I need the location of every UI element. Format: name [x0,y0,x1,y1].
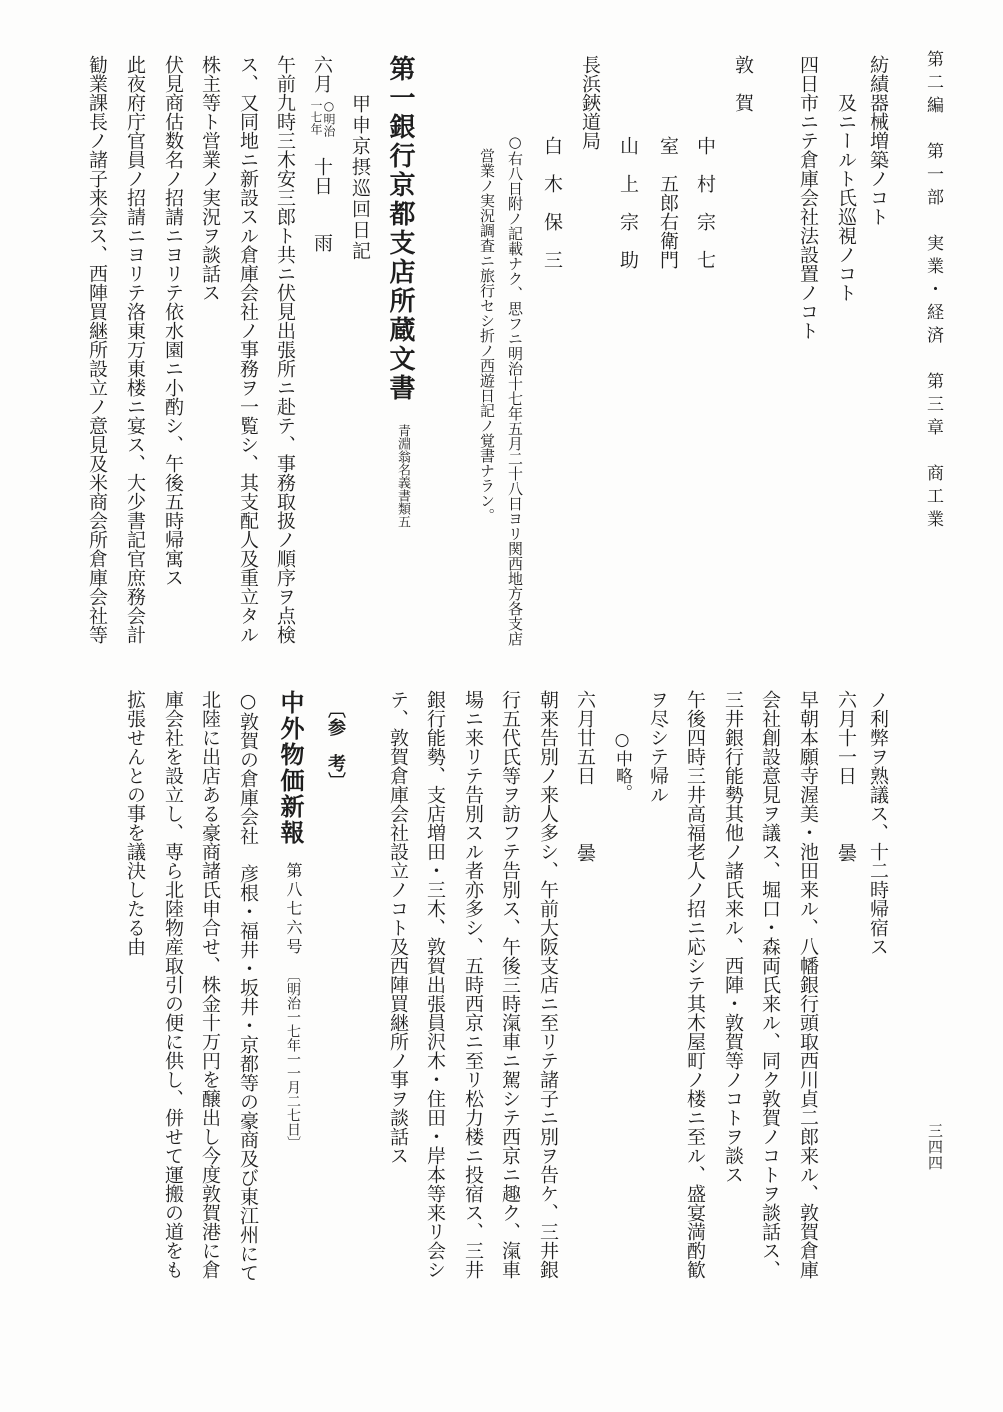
diary-weather: 雨 [311,233,333,252]
diary-text-line: 場ニ来リテ告別スル者亦多シ、五時西京ニ至リ松力楼ニ投宿ス、三井 [462,690,484,1279]
diary-text-line: ス、又同地ニ新設スル倉庫会社ノ事務ヲ一覧シ、其支配人及重立タル [237,55,259,644]
attendee-name: 中 村 宗 七 [694,136,716,269]
diary-text-line: ヲ尽シテ帰ル [647,690,669,804]
diary-text-line: 銀行能勢、支店増田・三木、敦賀出張員沢木・住田・岸本等来リ会シ [424,690,446,1279]
diary-text-line: 行五代氏等ヲ訪フテ告別ス、午後三時滊車ニ駕シテ西京ニ趣ク、滊車 [499,690,521,1279]
diary-text-line: 午後四時三井高福老人ノ招ニ応シテ其木屋町ノ楼ニ至ル、盛宴満酌歓 [684,690,706,1279]
diary-entry-date: 六月廿五日 [574,690,596,785]
diary-text-line: 会社創設意見ヲ議ス、堀口・森両氏来ル、同ク敦賀ノコトヲ談話ス、 [759,690,781,1279]
attendee-name: 白 木 保 三 [541,136,563,269]
newspaper-name: 中外物価新報 [276,690,305,846]
article-text-line: 庫会社を設立し、専ら北陸物産取引の便に供し、併せて運搬の道をも [162,690,184,1279]
diary-text-line: 株主等ト営業ノ実況ヲ談話ス [199,55,221,302]
date-annotation-line: 一七年 [309,99,323,135]
source-subtitle: 青淵翁名義書類五 [395,424,410,528]
article-text-line: 北陸に出店ある豪商諸氏申合せ、株金十万円を醸出し今度敦賀港に倉 [199,690,221,1279]
attendee-name: 室 五郎右衛門 [657,136,679,269]
omission-note: ○中略。 [612,730,632,801]
article-text-line: 拡張せんとの事を議決したる由 [124,690,146,956]
attendee-group-label: 長浜鋏道局 [579,55,601,150]
running-head: 第二編 第一部 実業・経済 第三章 商工業 [923,50,943,533]
attendee-name: 山 上 宗 助 [617,136,639,269]
agenda-item: 及ニールト氏巡視ノコト [835,93,857,302]
diary-weather: 曇 [574,843,596,862]
attendee-group-label: 敦 賀 [732,55,754,112]
diary-weather: 曇 [835,843,857,862]
editor-note-line: 営業ノ実況調査ニ旅行セシ折ノ西遊日記ノ覚書ナラン。 [478,148,496,523]
diary-text-line: 此夜府庁官員ノ招請ニヨリテ洛東万東楼ニ宴ス、大少書記官庶務会計 [124,55,146,644]
diary-text-line: 早朝本願寺渥美・池田来ル、八幡銀行頭取西川貞二郎来ル、敦賀倉庫 [797,690,819,1279]
diary-text-line: 午前九時三木安三郎ト共ニ伏見出張所ニ赴テ、事務取扱ノ順序ヲ点検 [274,55,296,644]
diary-text-line: 朝来告別ノ来人多シ、午前大阪支店ニ至リテ諸子ニ別ヲ告ケ、三井銀 [537,690,559,1279]
page-number: 三四四 [926,1123,944,1171]
diary-date-day: 十日 [311,157,333,195]
diary-entry-date: 六月十一日 [835,690,857,785]
date-annotation-line: ○明治 [322,99,336,137]
reference-label: 〔参 考〕 [325,700,346,790]
diary-date-month: 六月 [311,55,333,93]
diary-text-line: 勧業課長ノ諸子来会ス、西陣買継所設立ノ意見及米商会所倉庫会社等 [86,55,108,644]
diary-text-line: 三井銀行能勢其他ノ諸氏来ル、西陣・敦賀等ノコトヲ談ス [722,690,744,1184]
agenda-item: 紡績器械増築ノコト [867,55,889,226]
diary-text-line: 伏見商估数名ノ招請ニヨリテ依水園ニ小酌シ、午後五時帰寓ス [162,55,184,587]
agenda-item: 四日市ニテ倉庫会社法設置ノコト [797,55,819,340]
article-text-line: ○敦賀の倉庫会社 彦根・福井・坂井・京都等の豪商及び東江州にて [237,690,259,1282]
diary-text-line: ノ利弊ヲ熟議ス、十二時帰宿ス [867,690,889,956]
diary-title: 甲申京摂巡回日記 [349,94,371,262]
editor-note-line: ○右八日附ノ記載ナク、思フニ明治十七年五月二十八日ヨリ関西地方各支店 [506,133,524,646]
newspaper-date: 〔明治一七年一一月二七日〕 [285,968,301,1150]
newspaper-issue: 第八七六号 [284,862,303,957]
diary-text-line: テ、敦賀倉庫会社設立ノコト及西陣買継所ノ事ヲ談話ス [387,690,409,1165]
source-title: 第一銀行京都支店所蔵文書 [385,55,415,403]
